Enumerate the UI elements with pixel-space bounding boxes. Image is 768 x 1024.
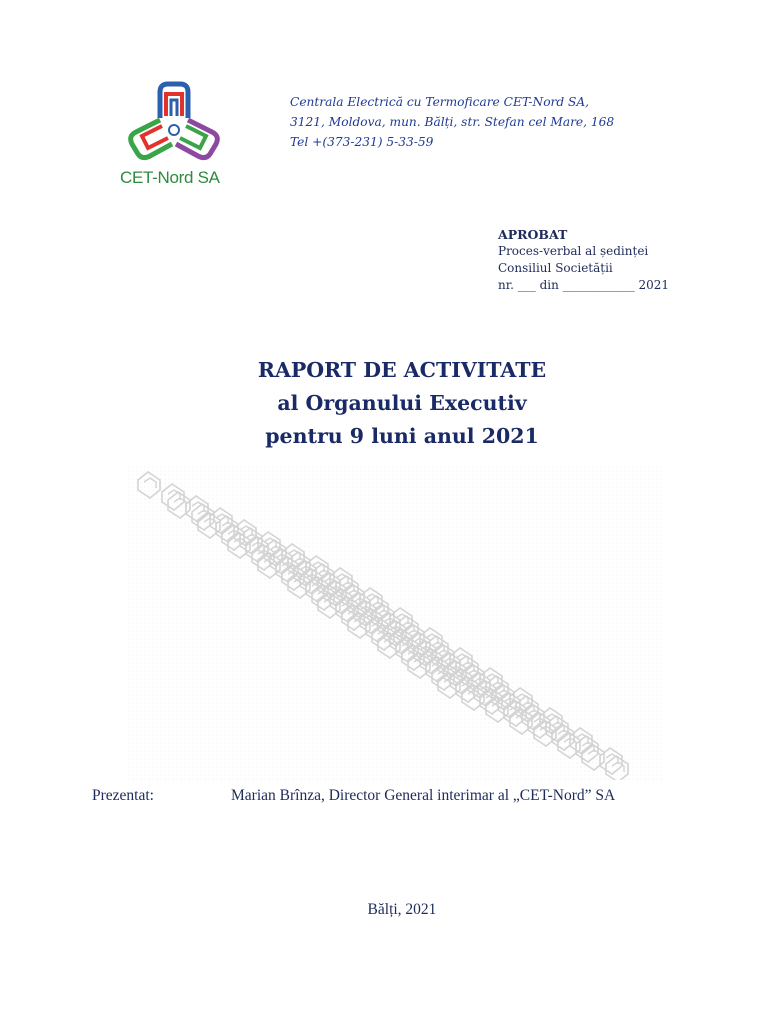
approval-line: Proces-verbal al ședinței (498, 244, 649, 258)
title-line-1: RAPORT DE ACTIVITATE (257, 358, 547, 382)
presented-label: Prezentat: (92, 787, 154, 804)
presented-by: Marian Brînza, Director General interimar al „CET-Nord” SA (231, 787, 616, 804)
company-logo (118, 80, 228, 192)
logo-text: CET-Nord SA (120, 168, 220, 187)
approval-line: Consiliul Societății (498, 261, 613, 275)
decorative-pattern (128, 466, 664, 780)
title-line-3: pentru 9 luni anul 2021 (265, 424, 539, 448)
approval-line: nr. ___ din ____________ 2021 (498, 278, 670, 292)
company-address (290, 92, 614, 152)
place-date: Bălți, 2021 (367, 901, 437, 918)
title-line-2: al Organului Executiv (277, 391, 527, 415)
approval-block (498, 226, 669, 294)
cet-nord-logo-icon (122, 80, 226, 166)
approval-heading: APROBAT (498, 227, 568, 242)
company-address-line: 3121, Moldova, mun. Bălți, str. Stefan cel Mare, 168 (290, 115, 615, 129)
company-phone-line: Tel +(373-231) 5-33-59 (290, 135, 434, 149)
report-title (0, 354, 768, 453)
company-name-line: Centrala Electrică cu Termoficare CET-Nord SA, (290, 95, 590, 109)
